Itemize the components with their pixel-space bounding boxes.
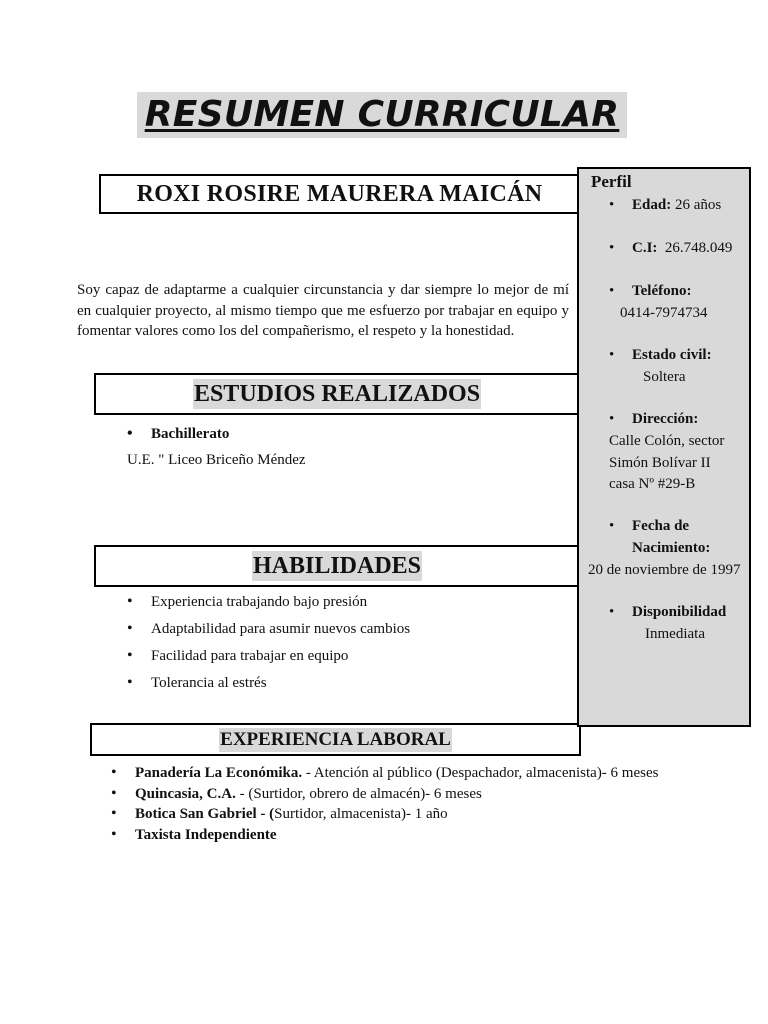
employer-name: Quincasia, C.A.	[135, 785, 236, 802]
address-line: Simón Bolívar II	[609, 455, 711, 471]
experience-heading: EXPERIENCIA LABORAL	[220, 728, 451, 750]
birth-label-text: Fecha de	[632, 518, 690, 534]
bullet-icon: •	[609, 604, 615, 620]
bullet-icon: •	[609, 518, 615, 534]
bullet-icon: •	[609, 240, 615, 256]
list-item	[127, 592, 410, 619]
ci-value: 26.748.049	[664, 240, 733, 256]
skills-heading: HABILIDADES	[252, 553, 422, 579]
jobs-list	[111, 763, 658, 845]
bullet-icon: •	[127, 647, 133, 664]
ci-label: C.I:	[632, 240, 658, 256]
age-row	[632, 197, 721, 214]
employer-name: Botica San Gabriel - (	[135, 806, 275, 822]
job-detail: Surtidor, almacenista)- 1 año	[274, 806, 448, 822]
skill-text: Experiencia trabajando bajo presión	[151, 594, 368, 610]
skill-text: Adaptabilidad para asumir nuevos cambios	[151, 621, 411, 637]
job-detail: - Atención al público (Despachador, almacenista)- 6 meses	[302, 765, 659, 781]
skills-section-header	[94, 545, 580, 587]
employer-name: Taxista Independiente	[135, 826, 277, 843]
list-item	[111, 804, 658, 825]
studies-list-item	[127, 425, 229, 443]
phone-label-text: Teléfono:	[632, 283, 692, 299]
bullet-icon: •	[609, 411, 615, 427]
list-item	[111, 784, 658, 805]
list-item	[127, 646, 410, 673]
birth-value: 20 de noviembre de 1997	[588, 562, 741, 578]
bullet-icon: •	[111, 764, 117, 781]
page-title: RESUMEN CURRICULAR	[137, 92, 627, 138]
bullet-icon: •	[111, 784, 117, 802]
list-item	[111, 825, 658, 846]
phone-label	[632, 283, 691, 300]
bullet-icon: •	[609, 197, 615, 213]
job-detail: - (Surtidor, obrero de almacén)- 6 meses	[235, 785, 482, 802]
list-item	[127, 673, 410, 700]
birth-label-2	[632, 540, 710, 557]
full-name: ROXI ROSIRE MAURERA MAICÁN	[136, 180, 543, 207]
degree-label: Bachillerato	[151, 426, 230, 442]
skills-list	[127, 592, 410, 700]
studies-section-header	[94, 373, 580, 415]
experience-section-header	[90, 723, 581, 756]
school-name: U.E. " Liceo Briceño Méndez	[127, 452, 306, 468]
availability-value: Inmediata	[645, 626, 705, 642]
bullet-icon: •	[127, 425, 133, 442]
bullet-icon: •	[127, 593, 133, 610]
bullet-icon: •	[609, 347, 615, 363]
list-item	[127, 619, 410, 646]
bullet-icon: •	[609, 283, 615, 299]
age-value: 26 años	[671, 197, 722, 213]
bullet-icon: •	[127, 620, 133, 637]
summary-paragraph: Soy capaz de adaptarme a cualquier circunstancia y dar siempre lo mejor de mí en cualquier proyecto, al mismo tiempo que me esfuerzo por trabajar en equipo y fomentar valores como los del compañerismo, el respeto y la honestidad.	[77, 282, 569, 339]
address-label-text: Dirección:	[632, 411, 699, 427]
address-label	[632, 411, 698, 428]
name-box	[99, 174, 580, 214]
civil-value: Soltera	[643, 369, 686, 385]
bullet-icon: •	[111, 805, 117, 822]
employer-name: Panadería La Económika.	[135, 765, 303, 781]
skill-text: Facilidad para trabajar en equipo	[151, 648, 349, 664]
profile-heading: Perfil	[591, 172, 632, 191]
birth-label-text: Nacimiento:	[632, 540, 711, 556]
birth-label-1	[632, 518, 689, 535]
address-line: casa Nº #29-B	[609, 476, 696, 492]
bullet-icon: •	[111, 825, 117, 843]
availability-label	[632, 604, 726, 621]
civil-label-text: Estado civil:	[632, 347, 712, 363]
civil-label	[632, 347, 712, 364]
bullet-icon: •	[127, 674, 133, 691]
skill-text: Tolerancia al estrés	[151, 675, 267, 691]
list-item	[111, 763, 658, 784]
age-label: Edad:	[632, 197, 672, 213]
phone-value: 0414-7974734	[620, 305, 708, 321]
ci-row	[632, 240, 732, 257]
studies-heading: ESTUDIOS REALIZADOS	[193, 381, 481, 407]
availability-label-text: Disponibilidad	[632, 604, 727, 620]
address-line: Calle Colón, sector	[609, 433, 725, 449]
